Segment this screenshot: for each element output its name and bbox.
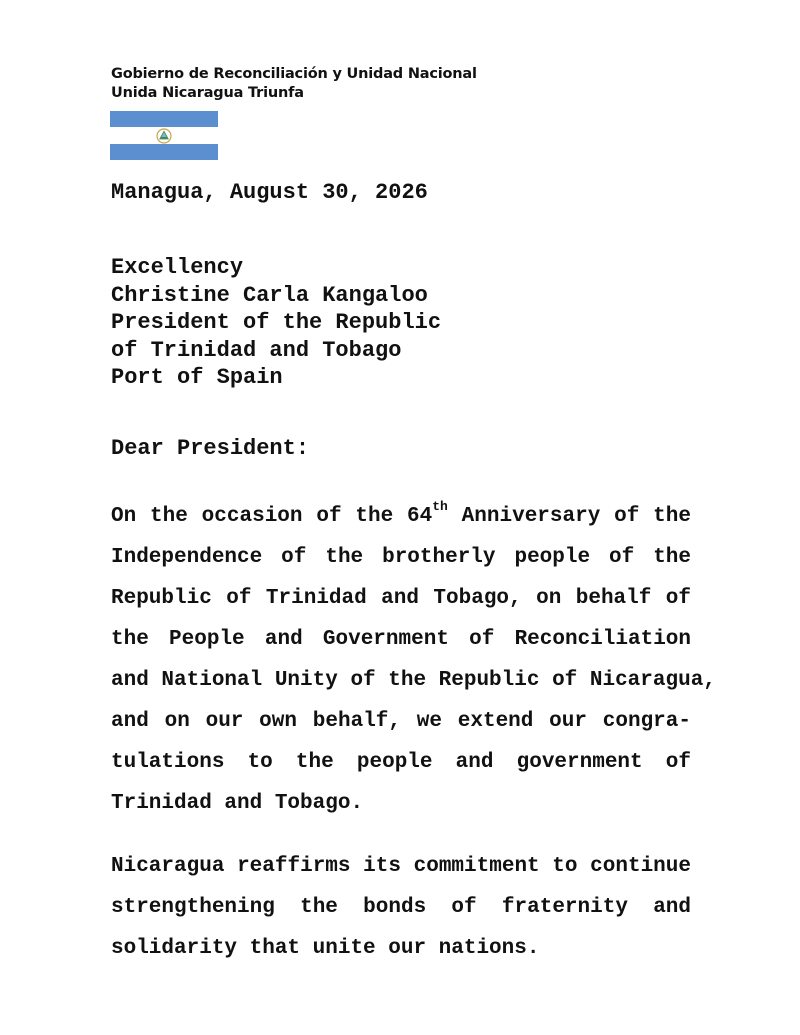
- ordinal-suffix: th: [432, 498, 448, 514]
- paragraph-line: strengthening the bonds of fraternity and: [111, 895, 691, 919]
- letterhead-line-2: Unida Nicaragua Triunfa: [111, 85, 304, 101]
- addressee-line: Christine Carla Kangaloo: [111, 282, 428, 308]
- paragraph-line: Republic of Trinidad and Tobago, on behalf of: [111, 586, 691, 610]
- letter-date: Managua, August 30, 2026: [111, 180, 428, 205]
- paragraph-line: [111, 496, 691, 537]
- nicaragua-coat-of-arms-icon: [156, 128, 172, 144]
- addressee-block: [111, 254, 691, 392]
- letter-body: [111, 178, 716, 969]
- paragraph-line: the People and Government of Reconciliation: [111, 627, 691, 651]
- addressee-line: Excellency: [111, 255, 244, 280]
- flag-top-stripe: [110, 111, 218, 127]
- paragraph-line: tulations to the people and government of: [111, 750, 691, 774]
- addressee-line: President of the Republic: [111, 310, 442, 335]
- government-letterhead: [111, 65, 477, 103]
- addressee-line: of Trinidad and Tobago: [111, 337, 402, 363]
- line-text: Anniversary of the: [447, 504, 691, 528]
- paragraph-line: Independence of the brotherly people of the: [111, 545, 691, 569]
- paragraph-line: and on our own behalf, we extend our congra-: [111, 709, 691, 733]
- paragraph-line: and National Unity of the Republic of Nicaragua,: [111, 668, 716, 692]
- paragraph-line: Nicaragua reaffirms its commitment to continue: [111, 854, 691, 878]
- nicaragua-flag: [110, 111, 218, 160]
- addressee-line: Port of Spain: [111, 365, 283, 390]
- flag-bottom-stripe: [110, 144, 218, 160]
- letterhead-line-1: Gobierno de Reconciliación y Unidad Nacional: [111, 66, 477, 82]
- salutation: Dear President:: [111, 435, 310, 461]
- paragraph-congratulations: [111, 496, 716, 824]
- line-text: On the occasion of the 64: [111, 504, 433, 528]
- paragraph-line: solidarity that unite our nations.: [111, 936, 540, 960]
- paragraph-commitment: [111, 846, 691, 969]
- paragraph-line: Trinidad and Tobago.: [111, 791, 364, 815]
